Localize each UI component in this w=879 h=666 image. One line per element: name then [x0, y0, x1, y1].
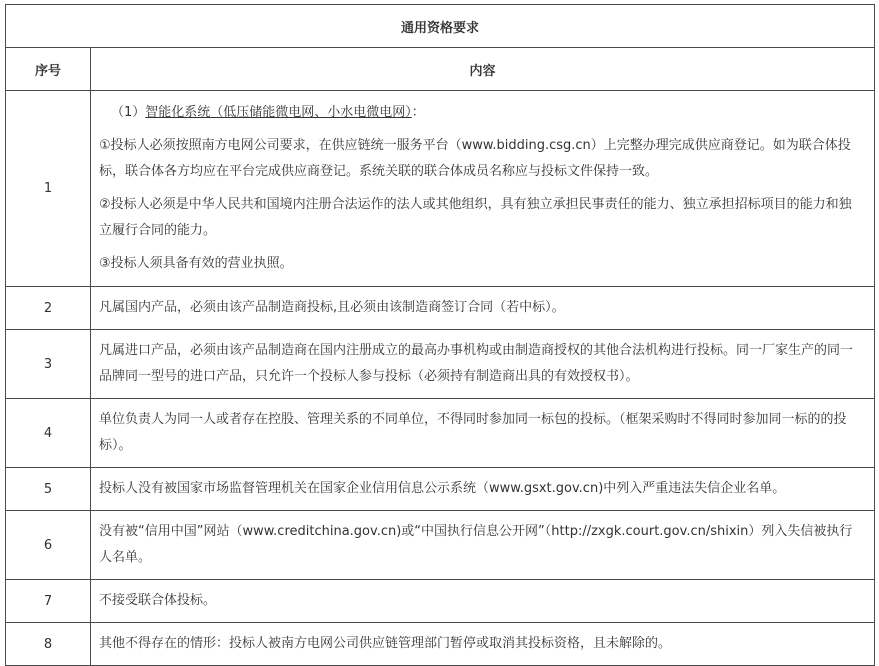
header-content: 内容 — [91, 48, 875, 91]
row1-heading-prefix: （1） — [111, 105, 146, 120]
row-index: 4 — [6, 399, 91, 468]
row1-heading-suffix: ： — [411, 105, 425, 120]
row1-heading-link: 智能化系统（低压储能微电网、小水电微电网） — [145, 105, 412, 120]
table-row — [6, 623, 875, 666]
row-index: 7 — [6, 580, 91, 623]
table-row — [6, 287, 875, 330]
qualification-table — [5, 4, 875, 666]
table-row — [6, 91, 875, 287]
row-content: 凡属进口产品，必须由该产品制造商在国内注册成立的最高办事机构或由制造商授权的其他合法机构进行投标。同一厂家生产的同一品牌同一型号的进口产品，只允许一个投标人参与投标（必须持有制造商出具的有效授权书）。 — [91, 330, 875, 399]
row-content: 不接受联合体投标。 — [91, 580, 875, 623]
row-index: 2 — [6, 287, 91, 330]
row-content: 单位负责人为同一人或者存在控股、管理关系的不同单位，不得同时参加同一标包的投标。（框架采购时不得同时参加同一标的的投标）。 — [91, 399, 875, 468]
qualification-document — [5, 4, 874, 666]
row-index: 5 — [6, 468, 91, 511]
row1-item-2: ②投标人必须是中华人民共和国境内注册合法运作的法人或其他组织，具有独立承担民事责任的能力、独立承担招标项目的能力和独立履行合同的能力。 — [99, 197, 852, 238]
row-content: 其他不得存在的情形：投标人被南方电网公司供应链管理部门暂停或取消其投标资格，且未解除的。 — [91, 623, 875, 666]
row-content: 没有被“信用中国”网站（www.creditchina.gov.cn)或“中国执行信息公开网”（http://zxgk.court.gov.cn/shixin）列入失信被执行人名单。 — [91, 511, 875, 580]
table-title: 通用资格要求 — [6, 5, 875, 48]
row-index: 1 — [6, 91, 91, 287]
row1-item-3: ③投标人须具备有效的营业执照。 — [99, 256, 293, 271]
row1-heading — [99, 100, 864, 126]
row-index: 6 — [6, 511, 91, 580]
row-index: 3 — [6, 330, 91, 399]
row-content: 凡属国内产品，必须由该产品制造商投标,且必须由该制造商签订合同（若中标）。 — [91, 287, 875, 330]
table-row — [6, 330, 875, 399]
table-row — [6, 580, 875, 623]
table-row — [6, 511, 875, 580]
table-row — [6, 468, 875, 511]
row-content — [91, 91, 875, 287]
table-header-row — [6, 48, 875, 91]
table-row — [6, 399, 875, 468]
row-content: 投标人没有被国家市场监督管理机关在国家企业信用信息公示系统（www.gsxt.gov.cn)中列入严重违法失信企业名单。 — [91, 468, 875, 511]
header-index: 序号 — [6, 48, 91, 91]
row-index: 8 — [6, 623, 91, 666]
table-title-row — [6, 5, 875, 48]
row1-item-1: ①投标人必须按照南方电网公司要求，在供应链统一服务平台（www.bidding.csg.cn）上完整办理完成供应商登记。如为联合体投标，联合体各方均应在平台完成供应商登记。系统关联的联合体成员名称应与投标文件保持一致。 — [99, 138, 851, 179]
